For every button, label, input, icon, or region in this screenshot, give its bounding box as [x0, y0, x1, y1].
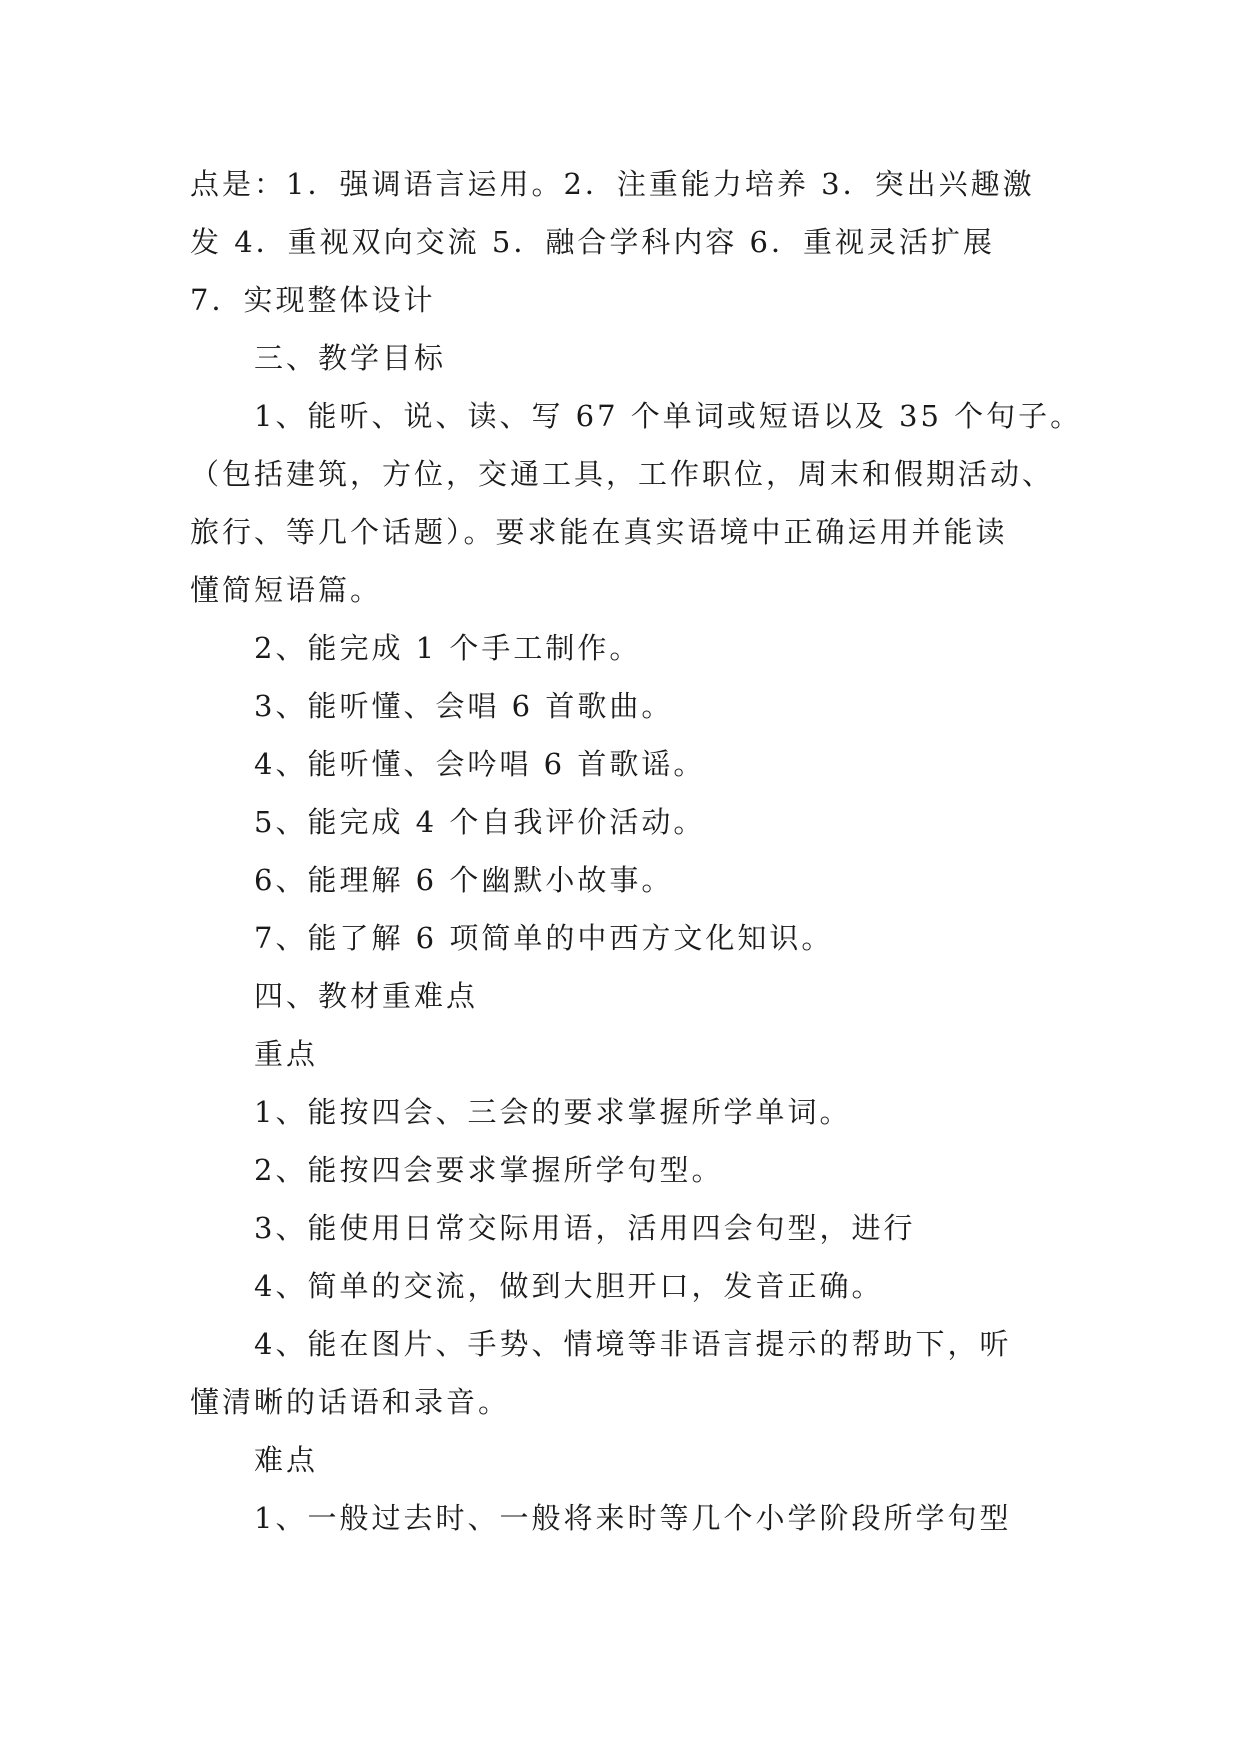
text-line: 2、能完成 1 个手工制作。 — [254, 631, 642, 665]
text-line: 旅行、等几个话题）。要求能在真实语境中正确运用并能读 — [190, 515, 1008, 549]
text-line: 发 4．重视双向交流 5．融合学科内容 6．重视灵活扩展 — [190, 225, 996, 259]
text-line: 3、能听懂、会唱 6 首歌曲。 — [254, 689, 674, 723]
text-line: 6、能理解 6 个幽默小故事。 — [254, 863, 674, 897]
text-line: 2、能按四会要求掌握所学句型。 — [254, 1153, 724, 1187]
section-heading: 三、教学目标 — [254, 341, 447, 375]
text-line: 4、简单的交流，做到大胆开口，发音正确。 — [254, 1269, 884, 1303]
text-line: 懂简短语篇。 — [190, 573, 383, 607]
text-line: 1、能听、说、读、写 67 个单词或短语以及 35 个句子。 — [254, 399, 1083, 433]
text-line: 懂清晰的话语和录音。 — [190, 1385, 511, 1419]
text-line: 1、一般过去时、一般将来时等几个小学阶段所学句型 — [254, 1501, 1012, 1535]
text-line: （包括建筑，方位，交通工具，工作职位，周末和假期活动、 — [190, 457, 1055, 491]
section-heading: 四、教材重难点 — [254, 979, 479, 1013]
text-line: 5、能完成 4 个自我评价活动。 — [254, 805, 706, 839]
text-line: 4、能在图片、手势、情境等非语言提示的帮助下，听 — [254, 1327, 1012, 1361]
text-line: 7、能了解 6 项简单的中西方文化知识。 — [254, 921, 834, 955]
subheading: 重点 — [254, 1037, 319, 1071]
subheading: 难点 — [254, 1443, 319, 1477]
text-line: 4、能听懂、会吟唱 6 首歌谣。 — [254, 747, 706, 781]
text-line: 7．实现整体设计 — [190, 283, 436, 317]
text-line: 点是：1．强调语言运用。2．注重能力培养 3．突出兴趣激 — [190, 167, 1035, 201]
text-line: 1、能按四会、三会的要求掌握所学单词。 — [254, 1095, 852, 1129]
text-line: 3、能使用日常交际用语，活用四会句型，进行 — [254, 1211, 916, 1245]
